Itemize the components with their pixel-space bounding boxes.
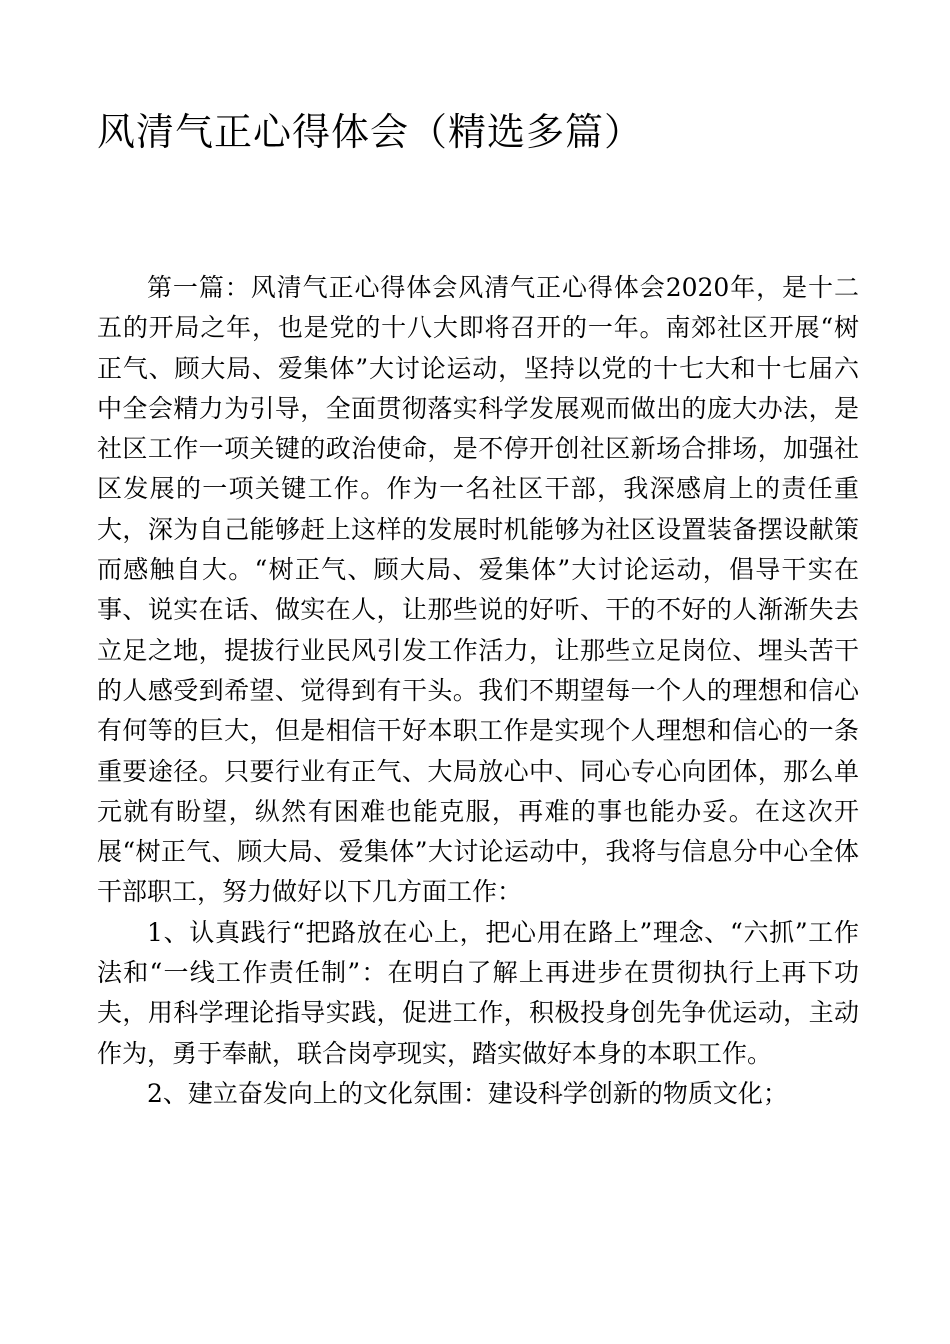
paragraph-2: 1、认真践行“把路放在心上，把心用在路上”理念、“六抓”工作法和“一线工作责任制”：在明白了解上再进步在贯彻执行上再下功夫，用科学理论指导实践，促进工作，积极投身创先争优运动，主动作为，勇于奉献，联合岗亭现实，踏实做好本身的本职工作。 (97, 917, 859, 1068)
document-title: 风清气正心得体会（精选多篇） (97, 110, 644, 154)
paragraph-3: 2、建立奋发向上的文化氛围：建设科学创新的物质文化； (147, 1078, 788, 1108)
document-body (97, 268, 859, 1114)
paragraph-1: 第一篇：风清气正心得体会风清气正心得体会2020年，是十二五的开局之年，也是党的十八大即将召开的一年。南郊社区开展“树正气、顾大局、爱集体”大讨论运动，坚持以党的十七大和十七届六中全会精力为引导，全面贯彻落实科学发展观而做出的庞大办法，是社区工作一项关键的政治使命，是不停开创社区新场合排场，加强社区发展的一项关键工作。作为一名社区干部，我深感肩上的责任重大，深为自己能够赶上这样的发展时机能够为社区设置装备摆设献策而感触自大。“树正气、顾大局、爱集体”大讨论运动，倡导干实在事、说实在话、做实在人，让那些说的好听、干的不好的人渐渐失去立足之地，提拔行业民风引发工作活力，让那些立足岗位、埋头苦干的人感受到希望、觉得到有干头。我们不期望每一个人的理想和信心有何等的巨大，但是相信干好本职工作是实现个人理想和信心的一条重要途径。只要行业有正气、大局放心中、同心专心向团体，那么单元就有盼望，纵然有困难也能克服，再难的事也能办妥。在这次开展“树正气、顾大局、爱集体”大讨论运动中，我将与信息分中心全体干部职工，努力做好以下几方面工作： (97, 273, 859, 907)
